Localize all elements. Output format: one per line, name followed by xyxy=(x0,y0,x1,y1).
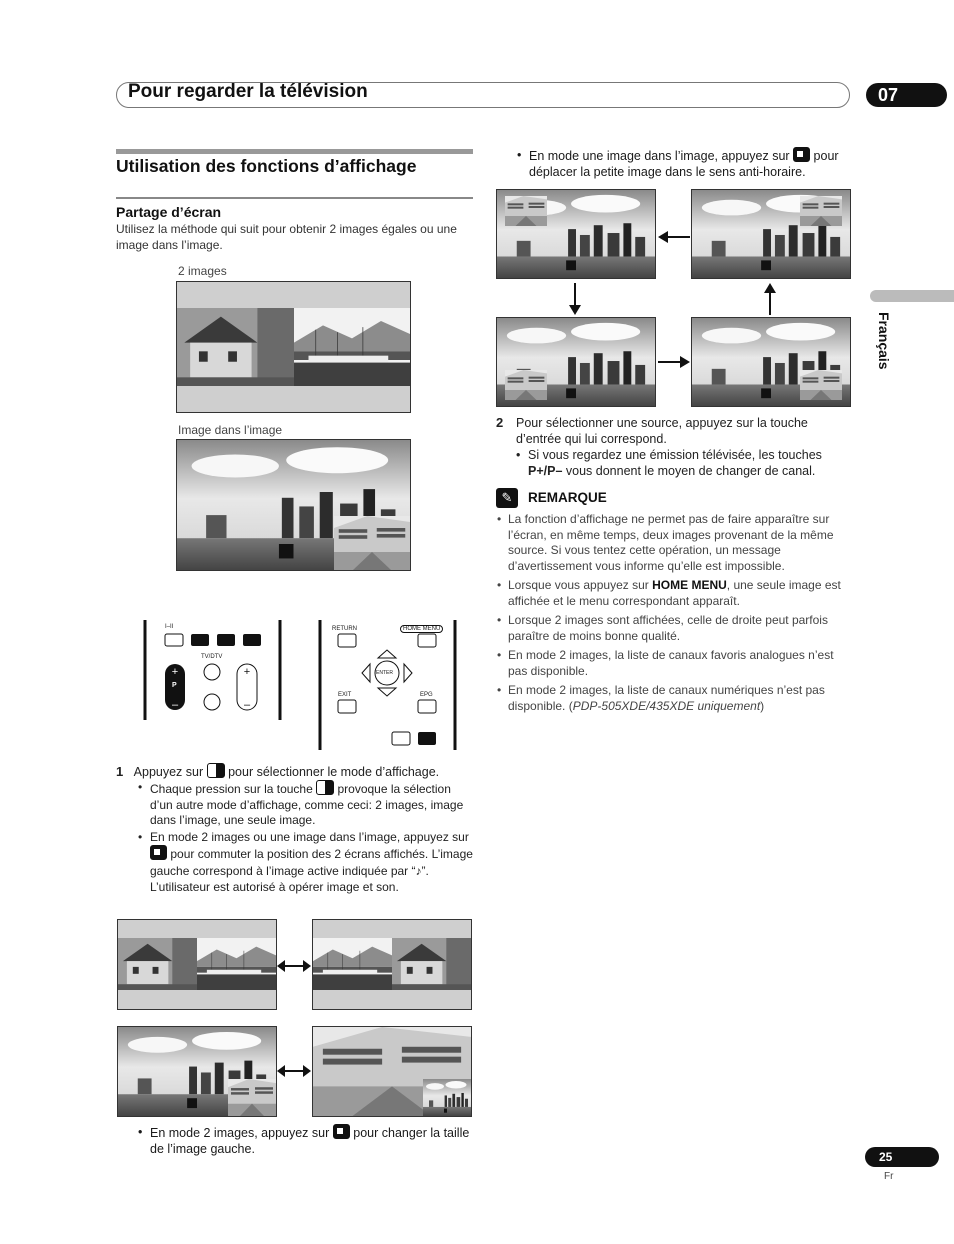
tv-dtv-button[interactable] xyxy=(204,664,220,680)
label-return: RETURN xyxy=(332,626,357,632)
step2-bullet-b: vous donnent le moyen de changer de canal. xyxy=(565,464,816,478)
music-note-icon: ♪ xyxy=(415,863,422,878)
step1-b3-a: En mode 2 images, appuyez sur xyxy=(150,1126,330,1140)
pip-swap-before xyxy=(117,1026,277,1117)
intro-text: Utilisez la méthode qui suit pour obtenir 2 images égales ou une image dans l’image. xyxy=(116,222,457,252)
subsection-title: Partage d’écran xyxy=(116,204,222,220)
pip-photo xyxy=(177,440,410,570)
label-exit: EXIT xyxy=(338,692,352,698)
language-label: Français xyxy=(876,312,892,370)
step2-block xyxy=(496,415,841,479)
arrow-up xyxy=(761,283,779,315)
remote-left-panel xyxy=(143,620,283,722)
freeze-button[interactable] xyxy=(392,732,410,745)
pip-move-text-a: En mode une image dans l’image, appuyez sur xyxy=(529,149,790,163)
move-pip-button[interactable] xyxy=(243,634,261,646)
step1-text-b: pour sélectionner le mode d’affichage. xyxy=(228,765,440,779)
page-title: Pour regarder la télévision xyxy=(128,81,368,102)
language-tab xyxy=(870,290,954,302)
note-last-b: ) xyxy=(760,698,765,713)
svg-text:–: – xyxy=(171,699,179,711)
note-item: • Lorsque 2 images sont affichées, celle de droite peut parfois paraître de moins bonne qualité. xyxy=(497,613,849,644)
page-lang-code: Fr xyxy=(884,1171,894,1182)
note-item: • En mode 2 images, la liste de canaux favoris analogues n’est pas disponible. xyxy=(497,648,849,679)
step1-b1-a: Chaque pression sur la touche xyxy=(150,782,313,796)
step1-b2-a: En mode 2 images ou une image dans l’image, appuyez sur xyxy=(150,829,469,844)
arrow-right xyxy=(658,353,690,371)
swap-before xyxy=(117,919,277,1010)
section-rule xyxy=(116,149,473,154)
note-home-b: , une seule image est affichée et le menu correspondant apparaît. xyxy=(508,578,841,608)
swap-arrow-1 xyxy=(277,957,311,975)
pip-swap-after xyxy=(312,1026,472,1117)
screen-mode-icon xyxy=(207,763,225,778)
label-enter: ENTER xyxy=(376,670,393,676)
move-pip-icon xyxy=(793,147,810,162)
note-home-a: Lorsque vous appuyez sur xyxy=(508,578,649,592)
exit-button[interactable] xyxy=(338,700,356,713)
step1-bullet3 xyxy=(138,1124,478,1157)
epg-button[interactable] xyxy=(418,700,436,713)
chapter-badge: 07 xyxy=(866,83,947,107)
step2-keys: P+/P– xyxy=(528,464,563,478)
step2-number: 2 xyxy=(496,415,504,430)
caption-pip: Image dans l’image xyxy=(178,423,283,437)
arrow-down xyxy=(566,283,584,315)
note-list xyxy=(497,512,849,718)
note-last-a: En mode 2 images, la liste de canaux numériques n’est pas disponible. ( xyxy=(508,683,825,713)
note-home-key: HOME MENU xyxy=(652,578,727,592)
step2-text: Pour sélectionner une source, appuyez sur la touche d’entrée qui lui correspond. xyxy=(516,416,808,446)
screen-mode-button[interactable] xyxy=(191,634,209,646)
return-button[interactable] xyxy=(338,634,356,647)
remote-right-panel xyxy=(318,620,458,750)
mute-button[interactable] xyxy=(204,694,220,710)
home-menu-button[interactable] xyxy=(418,634,436,647)
split-screen-button[interactable] xyxy=(165,634,183,646)
note-pencil-icon: ✎ xyxy=(496,488,518,508)
section-rule-thin xyxy=(116,197,473,199)
pip-pos-bottom-left xyxy=(496,317,656,407)
note-last-model: PDP-505XDE/435XDE uniquement xyxy=(572,698,761,713)
two-images-photo xyxy=(177,282,410,412)
label-tvdtv: TV/DTV xyxy=(201,654,223,660)
svg-text:–: – xyxy=(243,699,251,711)
label-epg: EPG xyxy=(420,692,433,698)
svg-text:+: + xyxy=(243,666,251,678)
swap-arrow-2 xyxy=(277,1062,311,1080)
pip-move-text-b: pour déplacer la petite image dans le sens anti-horaire. xyxy=(529,149,839,179)
step2-bullet-a: Si vous regardez une émission télévisée, les touches xyxy=(528,448,822,462)
size-icon xyxy=(333,1124,350,1139)
step1-block xyxy=(116,763,476,896)
page-number: 25 xyxy=(865,1147,939,1167)
step1-b2-b: pour commuter la position des 2 écrans affichés. L’image gauche correspond à l’image active indiquée par “ xyxy=(150,847,473,878)
label-home-menu: HOME MENU xyxy=(400,625,443,633)
pip-pos-top-right xyxy=(691,189,851,279)
note-item: • La fonction d’affichage ne permet pas de faire apparaître sur l’écran, en même temps, deux images provenant de la même source. Si vous tentez cette opération, un message d’avertissement vous informe qu’elle est impossible. xyxy=(497,512,849,574)
screen-mode-icon xyxy=(316,780,334,795)
swap-button[interactable] xyxy=(217,634,235,646)
swap-icon xyxy=(150,845,167,860)
swap-after xyxy=(312,919,472,1010)
pip-pos-top-left xyxy=(496,189,656,279)
arrow-left xyxy=(658,228,690,246)
note-item xyxy=(497,683,849,714)
label-p: P xyxy=(172,682,177,689)
note-title: REMARQUE xyxy=(528,490,607,505)
step1-b2-c: ”. L’utilisateur est autorisé à opérer image et son. xyxy=(150,863,429,894)
pip-pos-bottom-right xyxy=(691,317,851,407)
caption-two-images: 2 images xyxy=(178,264,227,278)
step1-number: 1 xyxy=(116,764,124,779)
two-images-screen xyxy=(176,281,411,413)
label-1-2: I–II xyxy=(165,624,174,630)
section-title: Utilisation des fonctions d’affichage xyxy=(116,156,417,176)
step1-text-a: Appuyez sur xyxy=(133,765,204,779)
note-item xyxy=(497,578,849,609)
svg-text:+: + xyxy=(171,666,179,678)
size-button[interactable] xyxy=(418,732,436,745)
pip-move-bullet xyxy=(517,147,857,180)
pip-screen xyxy=(176,439,411,571)
step1-b3-b: pour changer la taille de l’image gauche. xyxy=(150,1126,470,1156)
step1-b1-b: provoque la sélection d’un autre mode d’affichage, comme ceci: 2 images, image dans l’image, une seule image. xyxy=(150,782,464,827)
